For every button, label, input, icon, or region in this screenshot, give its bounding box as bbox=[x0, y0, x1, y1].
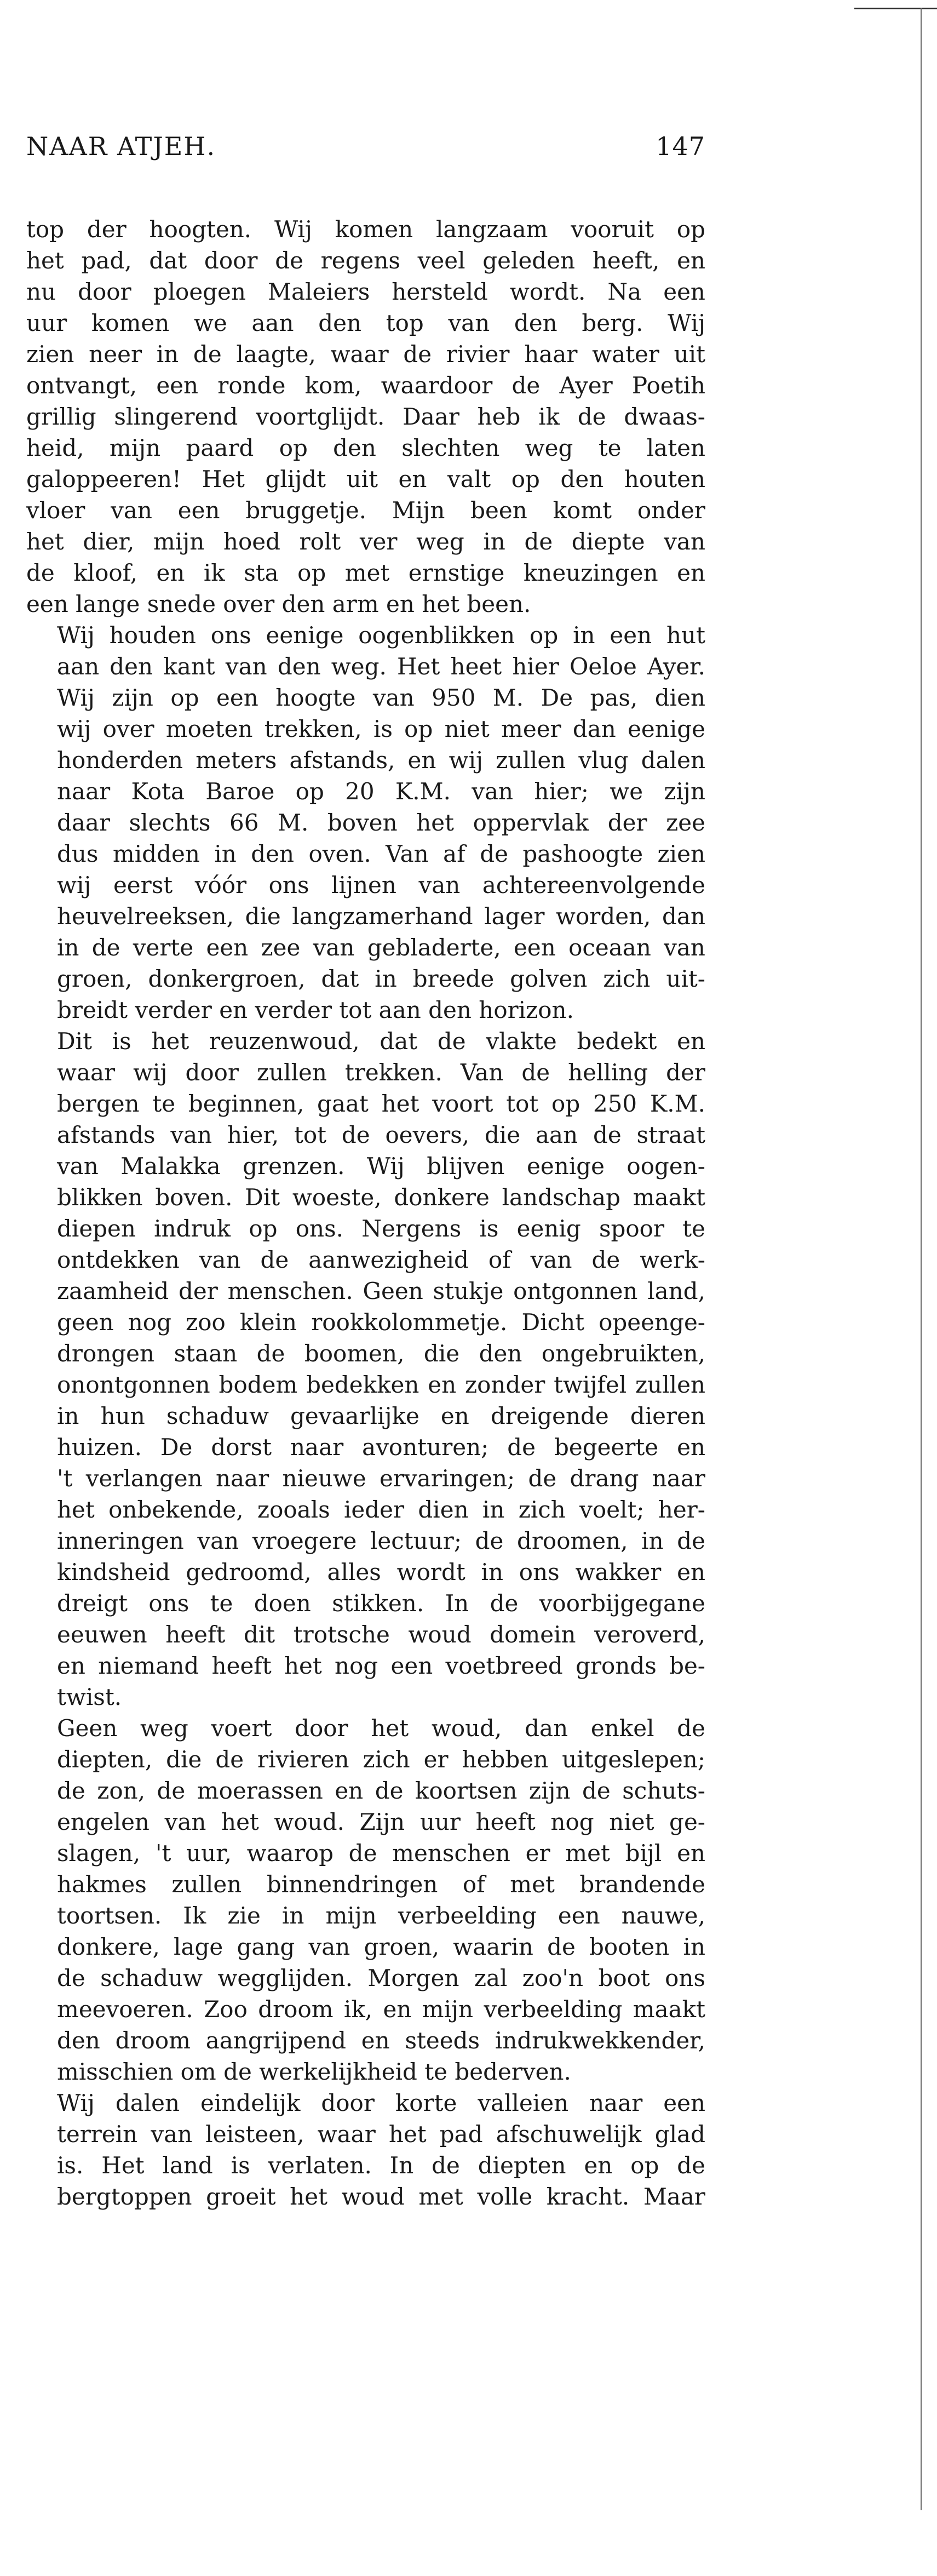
text-line: heid, mijn paard op den slechten weg te laten bbox=[26, 434, 705, 461]
text-line: inneringen van vroegere lectuur; de droomen, in de bbox=[57, 1527, 705, 1554]
text-line: het dier, mijn hoed rolt ver weg in de diepte van bbox=[26, 528, 705, 555]
text-line: breidt verder en verder tot aan den horizon. bbox=[57, 997, 574, 1023]
text-line: ontdekken van de aanwezigheid of van de werk- bbox=[57, 1246, 705, 1273]
text-line: Wij dalen eindelijk door korte valleien naar een bbox=[57, 2090, 705, 2116]
text-line: naar Kota Baroe op 20 K.M. van hier; we zijn bbox=[57, 778, 705, 805]
text-line: bergtoppen groeit het woud met volle kracht. Maar bbox=[57, 2183, 705, 2210]
body-text bbox=[26, 214, 705, 2212]
text-line: waar wij door zullen trekken. Van de helling der bbox=[57, 1059, 705, 1086]
running-head bbox=[26, 131, 705, 181]
text-line: zaamheid der menschen. Geen stukje ontgonnen land, bbox=[57, 1278, 705, 1304]
text-line: daar slechts 66 M. boven het oppervlak der zee bbox=[57, 809, 705, 836]
text-line: bergen te beginnen, gaat het voort tot op 250 K.M. bbox=[57, 1090, 705, 1117]
text-line: wij eerst vóór ons lijnen van achtereenvolgende bbox=[57, 872, 705, 898]
text-line: top der hoogten. Wij komen langzaam vooruit op bbox=[26, 216, 705, 243]
text-line: wij over moeten trekken, is op niet meer dan eenige bbox=[57, 715, 705, 742]
text-line: terrein van leisteen, waar het pad afschuwelijk glad bbox=[57, 2121, 705, 2148]
paragraph bbox=[26, 620, 705, 1026]
text-line: heuvelreeksen, die langzamerhand lager worden, dan bbox=[57, 903, 705, 930]
text-line: ontvangt, een ronde kom, waardoor de Ayer Poetih bbox=[26, 372, 705, 399]
text-line: nu door ploegen Maleiers hersteld wordt. Na een bbox=[26, 278, 705, 305]
book-page bbox=[26, 131, 705, 2212]
text-line: eeuwen heeft dit trotsche woud domein veroverd, bbox=[57, 1621, 705, 1648]
text-line: diepten, die de rivieren zich er hebben uitgeslepen; bbox=[57, 1746, 705, 1773]
text-line: onontgonnen bodem bedekken en zonder twijfel zullen bbox=[57, 1371, 705, 1398]
text-line: toortsen. Ik zie in mijn verbeelding een nauwe, bbox=[57, 1902, 705, 1929]
text-line: misschien om de werkelijkheid te bederven. bbox=[57, 2058, 571, 2085]
text-line: groen, donkergroen, dat in breede golven zich uit- bbox=[57, 965, 705, 992]
text-line: diepen indruk op ons. Nergens is eenig spoor te bbox=[57, 1215, 705, 1242]
text-line: Wij zijn op een hoogte van 950 M. De pas, dien bbox=[57, 684, 705, 711]
text-line: Dit is het reuzenwoud, dat de vlakte bedekt en bbox=[57, 1028, 705, 1055]
text-line: engelen van het woud. Zijn uur heeft nog niet ge- bbox=[57, 1808, 705, 1835]
text-line: twist. bbox=[57, 1684, 122, 1710]
text-line: het pad, dat door de regens veel geleden heeft, en bbox=[26, 247, 705, 274]
text-line: afstands van hier, tot de oevers, die aan de straat bbox=[57, 1121, 705, 1148]
text-line: meevoeren. Zoo droom ik, en mijn verbeelding maakt bbox=[57, 1996, 705, 2023]
text-line: de schaduw wegglijden. Morgen zal zoo'n boot ons bbox=[57, 1965, 705, 1991]
text-line: 't verlangen naar nieuwe ervaringen; de drang naar bbox=[57, 1465, 705, 1492]
text-line: is. Het land is verlaten. In de diepten en op de bbox=[57, 2152, 705, 2179]
text-line: in de verte een zee van gebladerte, een oceaan van bbox=[57, 934, 705, 961]
text-line: drongen staan de boomen, die den ongebruikten, bbox=[57, 1340, 705, 1367]
text-line: huizen. De dorst naar avonturen; de begeerte en bbox=[57, 1434, 705, 1461]
text-line: uur komen we aan den top van den berg. Wij bbox=[26, 310, 705, 336]
text-line: zien neer in de laagte, waar de rivier haar water uit bbox=[26, 341, 705, 368]
right-border-rule bbox=[921, 8, 922, 2510]
text-line: de zon, de moerassen en de koortsen zijn de schuts- bbox=[57, 1777, 705, 1804]
text-line: honderden meters afstands, en wij zullen vlug dalen bbox=[57, 747, 705, 774]
paragraph bbox=[26, 214, 705, 620]
text-line: hakmes zullen binnendringen of met brandende bbox=[57, 1871, 705, 1898]
page-number: 147 bbox=[656, 131, 705, 161]
text-line: en niemand heeft het nog een voetbreed gronds be- bbox=[57, 1652, 705, 1679]
text-line: geen nog zoo klein rookkolommetje. Dicht opeenge- bbox=[57, 1309, 705, 1336]
text-line: galoppeeren! Het glijdt uit en valt op den houten bbox=[26, 466, 705, 493]
text-line: Wij houden ons eenige oogenblikken op in een hut bbox=[57, 622, 705, 649]
text-line: grillig slingerend voortglijdt. Daar heb ik de dwaas- bbox=[26, 403, 705, 430]
text-line: donkere, lage gang van groen, waarin de booten in bbox=[57, 1933, 705, 1960]
paragraph bbox=[26, 1026, 705, 1713]
text-line: aan den kant van den weg. Het heet hier Oeloe Ayer. bbox=[57, 653, 705, 680]
text-line: dreigt ons te doen stikken. In de voorbijgegane bbox=[57, 1590, 705, 1617]
text-line: een lange snede over den arm en het been. bbox=[26, 591, 531, 617]
text-line: den droom aangrijpend en steeds indrukwekkender, bbox=[57, 2027, 705, 2054]
text-line: Geen weg voert door het woud, dan enkel de bbox=[57, 1715, 705, 1742]
paragraph bbox=[26, 1713, 705, 2087]
text-line: van Malakka grenzen. Wij blijven eenige oogen- bbox=[57, 1153, 705, 1180]
text-line: dus midden in den oven. Van af de pashoogte zien bbox=[57, 840, 705, 867]
top-border-rule bbox=[854, 8, 937, 9]
text-line: vloer van een bruggetje. Mijn been komt onder bbox=[26, 497, 705, 524]
text-line: blikken boven. Dit woeste, donkere landschap maakt bbox=[57, 1184, 705, 1211]
text-line: de kloof, en ik sta op met ernstige kneuzingen en bbox=[26, 559, 705, 586]
text-line: slagen, 't uur, waarop de menschen er met bijl en bbox=[57, 1840, 705, 1867]
text-line: in hun schaduw gevaarlijke en dreigende dieren bbox=[57, 1403, 705, 1429]
paragraph bbox=[26, 2087, 705, 2212]
running-title: NAAR ATJEH. bbox=[26, 131, 216, 161]
text-line: het onbekende, zooals ieder dien in zich voelt; her- bbox=[57, 1496, 705, 1523]
text-line: kindsheid gedroomd, alles wordt in ons wakker en bbox=[57, 1559, 705, 1585]
